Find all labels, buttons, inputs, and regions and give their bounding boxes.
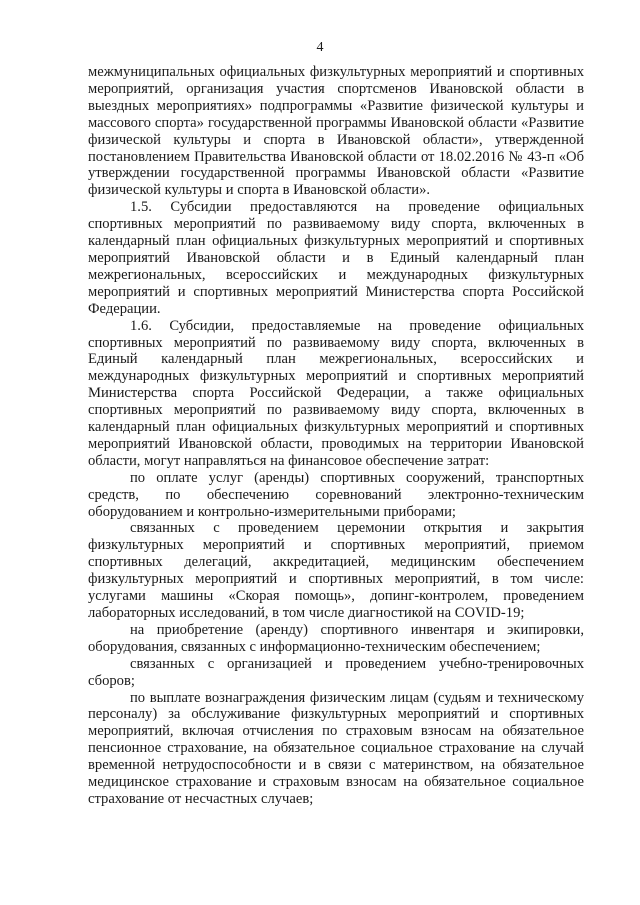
- list-item-training-camps: связанных с организацией и проведением учебно-тренировочных сборов;: [88, 655, 584, 689]
- list-item-equipment: на приобретение (аренду) спортивного инвентаря и экипировки, оборудования, связанных с информационно-техническим обеспечением;: [88, 621, 584, 655]
- list-item-facilities: по оплате услуг (аренды) спортивных сооружений, транспортных средств, по обеспечению соревнований электронно-техническим оборудованием и контрольно-измерительными приборами;: [88, 469, 584, 520]
- paragraph-1-5: 1.5. Субсидии предоставляются на проведение официальных спортивных мероприятий по развиваемому виду спорта, включенных в календарный план официальных физкультурных мероприятий и спортивных мероприятий Ивановской области и в Единый календарный план межрегиональных, всероссийских и международных физкультурных мероприятий и спортивных мероприятий Министерства спорта Российской Федерации.: [88, 199, 584, 317]
- list-item-ceremony: связанных с проведением церемонии открытия и закрытия физкультурных мероприятий и спортивных мероприятий, приемом спортивных делегаций, аккредитацией, медицинским обеспечением физкультурных мероприятий и спортивных мероприятий, в том числе: услугами машины «Скорая помощь», допинг-контролем, проведением лабораторных исследований, в том числе диагностикой на COVID-19;: [88, 520, 584, 621]
- document-body: [88, 64, 584, 808]
- page-number: 4: [316, 40, 324, 55]
- paragraph-1-6: 1.6. Субсидии, предоставляемые на проведение официальных спортивных мероприятий по развиваемому виду спорта, включенных в Единый календарный план межрегиональных, всероссийских и международных физкультурных мероприятий и спортивных мероприятий Министерства спорта Российской Федерации, а также официальных спортивных мероприятий по развиваемому виду спорта, включенных в календарный план официальных физкультурных мероприятий и спортивных мероприятий Ивановской области, проводимых на территории Ивановской области, могут направляться на финансовое обеспечение затрат:: [88, 317, 584, 469]
- paragraph-continuation: межмуниципальных официальных физкультурных мероприятий и спортивных мероприятий, организация участия спортсменов Ивановской области в выездных мероприятиях» подпрограммы «Развитие физической культуры и массового спорта» государственной программы Ивановской области «Развитие физической культуры и спорта в Ивановской области», утвержденной постановлением Правительства Ивановской области от 18.02.2016 № 43-п «Об утверждении государственной программы Ивановской области «Развитие физической культуры и спорта в Ивановской области».: [88, 64, 584, 199]
- list-item-remuneration: по выплате вознаграждения физическим лицам (судьям и техническому персоналу) за обслуживание физкультурных мероприятий и спортивных мероприятий, включая отчисления по страховым взносам на обязательное пенсионное страхование, на обязательное социальное страхование на случай временной нетрудоспособности и в связи с материнством, на обязательное медицинское страхование и страховым взносам на обязательное социальное страхование от несчастных случаев;: [88, 689, 584, 807]
